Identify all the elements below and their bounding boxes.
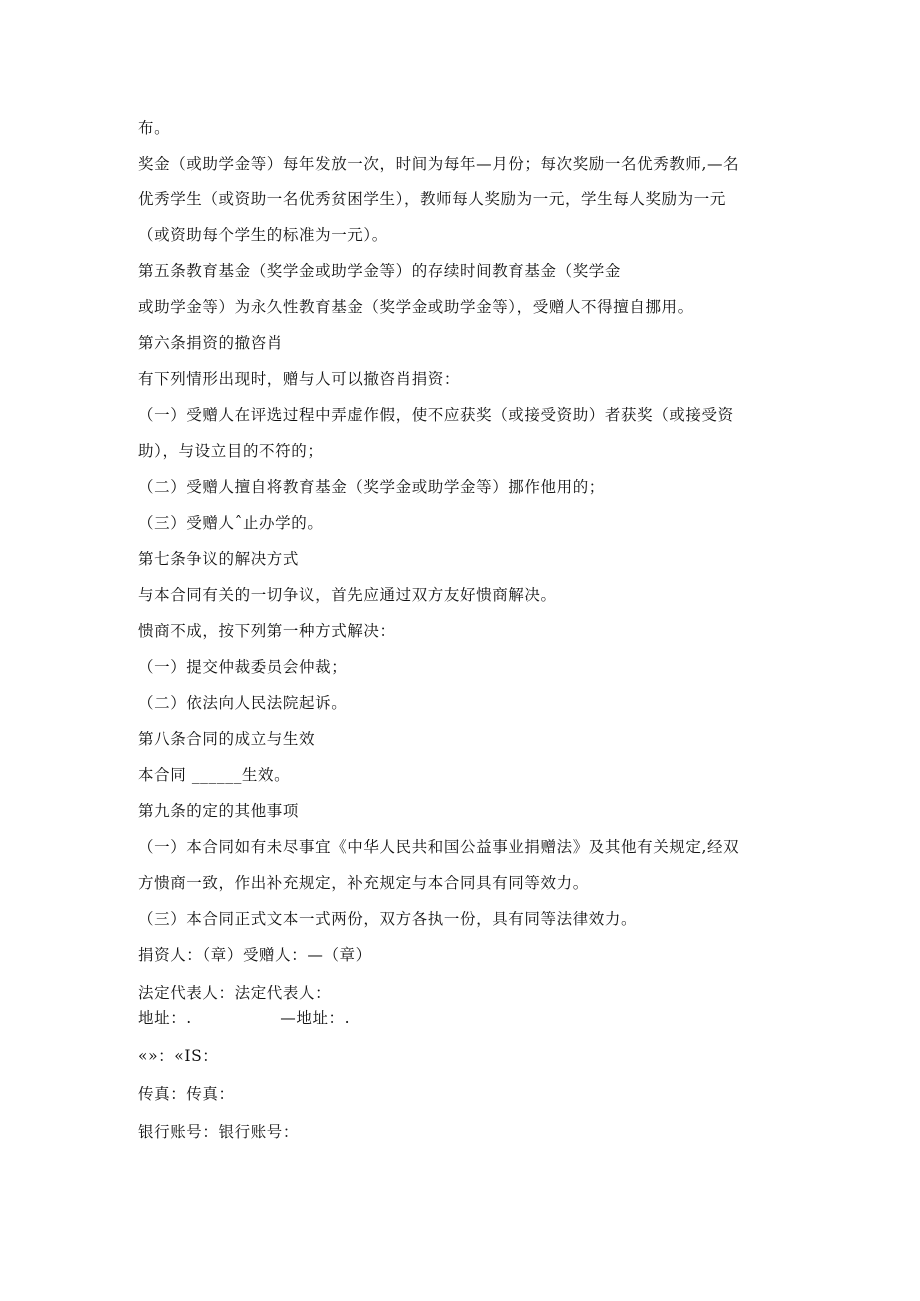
fax-line: 传真：传真： (138, 1085, 235, 1103)
text-line: 布。 (138, 119, 171, 137)
text-line: 或助学金等）为永久性教育基金（奖学金或助学金等），受赠人不得擅自挪用。 (138, 298, 694, 316)
text-line: 方愦商一致，作出补充规定，补充规定与本合同具有同等效力。 (138, 874, 589, 892)
text-line: 愦商不成，按下列第一种方式解决： (138, 622, 396, 640)
article-heading: 第七条争议的解决方式 (138, 550, 300, 568)
article-heading: 第九条的定的其他事项 (138, 802, 300, 820)
text-line: （三）受赠人ˆ止办学的。 (138, 514, 324, 532)
text-line: （一）受赠人在评选过程中弄虚作假，使不应获奖（或接受资助）者获奖（或接受资 (138, 406, 734, 424)
text-line: 本合同 ______生效。 (138, 766, 291, 784)
text-line: （二）受赠人擅自将教育基金（奖学金或助学金等）挪作他用的； (138, 478, 605, 496)
text-line: 奖金（或助学金等）每年发放一次，时间为每年—月份；每次奖励一名优秀教师,—名 (138, 155, 740, 173)
text-line: （或资助每个学生的标准为一元）。 (138, 226, 388, 244)
article-heading: 第六条捐资的撤咨肖 (138, 334, 283, 352)
text-line: 优秀学生（或资助一名优秀贫困学生），教师每人奖励为一元，学生每人奖励为一元 (138, 190, 726, 208)
bank-account-line: 银行账号：银行账号： (138, 1123, 300, 1141)
phone-line: «»：«IS： (138, 1047, 219, 1065)
article-heading: 第八条合同的成立与生效 (138, 730, 316, 748)
text-line: （一）提交仲裁委员会仲裁； (138, 658, 348, 676)
signature-line: 捐资人：（章）受赠人：—（章） (138, 946, 372, 964)
text-line: 与本合同有关的一切争议，首先应通过双方友好愦商解决。 (138, 586, 557, 604)
text-line: （三）本合同正式文本一式两份，双方各执一份，具有同等法律效力。 (138, 910, 638, 928)
text-line: 有下列情形出现时，赠与人可以撤咨肖捐资： (138, 370, 461, 388)
text-line: （一）本合同如有未尽事宜《中华人民共和国公益事业捐赠法》及其他有关规定,经双 (138, 838, 740, 856)
article-heading: 第五条教育基金（奖学金或助学金等）的存续时间教育基金（奖学金 (138, 262, 622, 280)
signature-line: 法定代表人：法定代表人： (138, 984, 332, 1002)
text-line: 助），与设立目的不符的； (138, 442, 324, 460)
address-line: 地址：. —地址：. (138, 1009, 351, 1027)
text-line: （二）依法向人民法院起诉。 (138, 694, 348, 712)
